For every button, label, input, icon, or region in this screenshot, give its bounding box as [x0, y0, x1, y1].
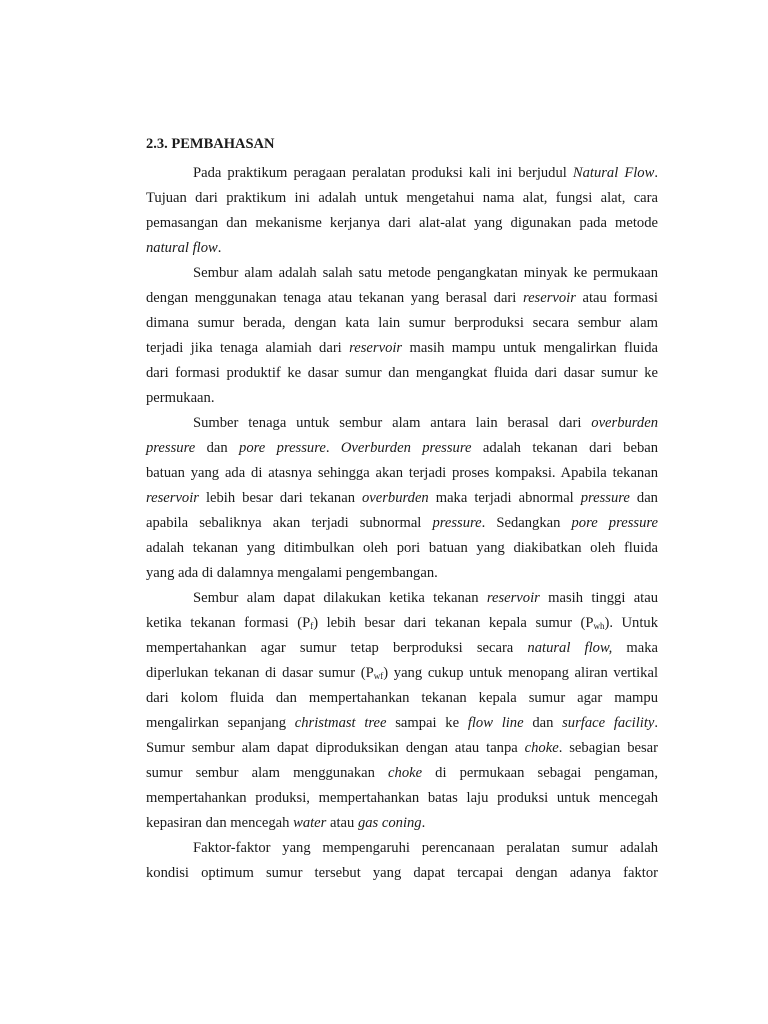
- subscript: f: [310, 621, 314, 631]
- text-line: [193, 839, 658, 857]
- text-line: [146, 439, 658, 457]
- text-run: mengalirkan sepanjang: [146, 715, 295, 731]
- text-run: Pada praktikum peragaan peralatan produksi kali ini berjudul: [193, 165, 573, 181]
- italic-term: reservoir: [522, 290, 576, 306]
- text-run: ). Untuk: [604, 615, 658, 631]
- text-run: sumur sembur alam menggunakan: [146, 765, 389, 781]
- text-line: [146, 664, 658, 682]
- text-line: [146, 689, 658, 707]
- text-run: . Sedangkan: [481, 515, 572, 531]
- italic-term: reservoir: [146, 490, 199, 506]
- italic-term: Natural Flow: [572, 165, 655, 181]
- text-run: .: [325, 440, 341, 456]
- text-line: [193, 164, 658, 182]
- italic-term: choke: [388, 765, 423, 781]
- text-run: permukaan.: [146, 390, 215, 406]
- text-run: ketika tekanan formasi (P: [146, 615, 311, 631]
- text-run: adalah tekanan yang ditimbulkan oleh pori batuan yang diakibatkan oleh fluida: [146, 540, 658, 556]
- text-run: apabila sebaliknya akan terjadi subnormal: [146, 515, 433, 531]
- text-run: dimana sumur berada, dengan kata lain sumur berproduksi secara sembur alam: [146, 315, 658, 331]
- italic-term: pressure: [146, 440, 196, 456]
- text-line: [193, 589, 658, 607]
- text-line: [146, 314, 658, 332]
- text-run: Faktor-faktor yang mempengaruhi perencanaan peralatan sumur adalah: [193, 840, 658, 856]
- text-run: di permukaan sebagai pengaman,: [422, 765, 659, 781]
- italic-term: gas coning: [357, 815, 422, 831]
- subscript: wf: [373, 671, 384, 681]
- text-run: diperlukan tekanan di dasar sumur (P: [146, 665, 374, 681]
- text-run: dan: [629, 490, 658, 506]
- italic-term: surface facility: [562, 715, 655, 731]
- text-run: Sumur sembur alam dapat diproduksikan dengan atau tanpa: [146, 740, 525, 756]
- text-run: atau: [326, 815, 358, 831]
- text-line: [146, 464, 658, 482]
- italic-term: pore pressure: [571, 515, 658, 531]
- italic-term: natural flow,: [527, 640, 613, 656]
- text-line: [146, 764, 658, 782]
- text-line: [146, 564, 658, 582]
- text-run: dari formasi produktif ke dasar sumur dan mengangkat fluida dari dasar sumur ke: [146, 365, 658, 381]
- subscript: wh: [593, 621, 605, 631]
- italic-term: overburden: [362, 490, 429, 506]
- italic-term: pressure: [432, 515, 482, 531]
- text-run: Sembur alam dapat dilakukan ketika tekanan: [193, 590, 487, 606]
- section-heading: 2.3. PEMBAHASAN: [146, 136, 275, 152]
- text-run: .: [654, 715, 659, 731]
- text-run: mempertahankan agar sumur tetap berproduksi secara: [146, 640, 528, 656]
- italic-term: reservoir: [349, 340, 403, 356]
- text-run: dari kolom fluida dan mempertahankan tekanan kepala sumur agar mampu: [146, 690, 658, 706]
- text-line: [146, 639, 658, 657]
- text-line: [146, 714, 658, 732]
- text-run: .: [421, 815, 426, 831]
- italic-term: Overburden pressure: [340, 440, 472, 456]
- italic-term: christmast tree: [294, 715, 387, 731]
- text-run: yang ada di dalamnya mengalami pengembangan.: [146, 565, 438, 581]
- text-run: masih tinggi atau: [539, 590, 658, 606]
- text-run: . sebagian besar: [558, 740, 658, 756]
- text-run: lebih besar dari tekanan: [198, 490, 362, 506]
- text-line: [146, 814, 658, 832]
- italic-term: overburden: [591, 415, 658, 431]
- text-line: [146, 339, 658, 357]
- text-line: [193, 414, 658, 432]
- italic-term: pressure: [580, 490, 630, 506]
- text-line: [146, 864, 658, 882]
- text-run: maka: [612, 640, 658, 656]
- text-run: mempertahankan produksi, mempertahankan batas laju produksi untuk mencegah: [146, 790, 658, 806]
- italic-term: natural flow: [146, 240, 218, 256]
- text-run: ) yang cukup untuk menopang aliran vertikal: [383, 665, 658, 681]
- text-line: [146, 189, 658, 207]
- text-line: [146, 364, 658, 382]
- text-line: [146, 214, 658, 232]
- text-line: [146, 789, 658, 807]
- text-line: [193, 264, 658, 282]
- text-run: dan: [523, 715, 563, 731]
- italic-term: flow line: [467, 715, 524, 731]
- text-run: kepasiran dan mencegah: [146, 815, 294, 831]
- text-run: .: [217, 240, 222, 256]
- text-line: [146, 539, 658, 557]
- text-line: [146, 389, 658, 407]
- text-run: pemasangan dan mekanisme kerjanya dari alat-alat yang digunakan pada metode: [146, 215, 658, 231]
- text-run: dengan menggunakan tenaga atau tekanan yang berasal dari: [146, 290, 523, 306]
- text-run: Sembur alam adalah salah satu metode pengangkatan minyak ke permukaan: [193, 265, 658, 281]
- italic-term: pore pressure: [239, 440, 326, 456]
- text-line: [146, 239, 658, 257]
- text-run: batuan yang ada di atasnya sehingga akan terjadi proses kompaksi. Apabila tekanan: [146, 465, 658, 481]
- text-run: adalah tekanan dari beban: [471, 440, 659, 456]
- text-run: terjadi jika tenaga alamiah dari: [146, 340, 350, 356]
- text-line: [146, 489, 658, 507]
- text-run: .: [654, 165, 658, 181]
- italic-term: water: [293, 815, 327, 831]
- text-line: [146, 514, 658, 532]
- text-run: kondisi optimum sumur tersebut yang dapat tercapai dengan adanya faktor: [146, 865, 658, 881]
- text-run: dan: [195, 440, 240, 456]
- text-run: masih mampu untuk mengalirkan fluida: [402, 340, 658, 356]
- text-line: [146, 739, 658, 757]
- text-run: sampai ke: [386, 715, 468, 731]
- text-run: ) lebih besar dari tekanan kepala sumur (P: [313, 615, 594, 631]
- text-line: [146, 614, 658, 632]
- text-run: maka terjadi abnormal: [428, 490, 581, 506]
- italic-term: choke: [524, 740, 559, 756]
- text-run: Tujuan dari praktikum ini adalah untuk mengetahui nama alat, fungsi alat, cara: [146, 190, 658, 206]
- text-run: Sumber tenaga untuk sembur alam antara lain berasal dari: [193, 415, 592, 431]
- text-run: atau formasi: [575, 290, 658, 306]
- italic-term: reservoir: [486, 590, 540, 606]
- text-line: [146, 289, 658, 307]
